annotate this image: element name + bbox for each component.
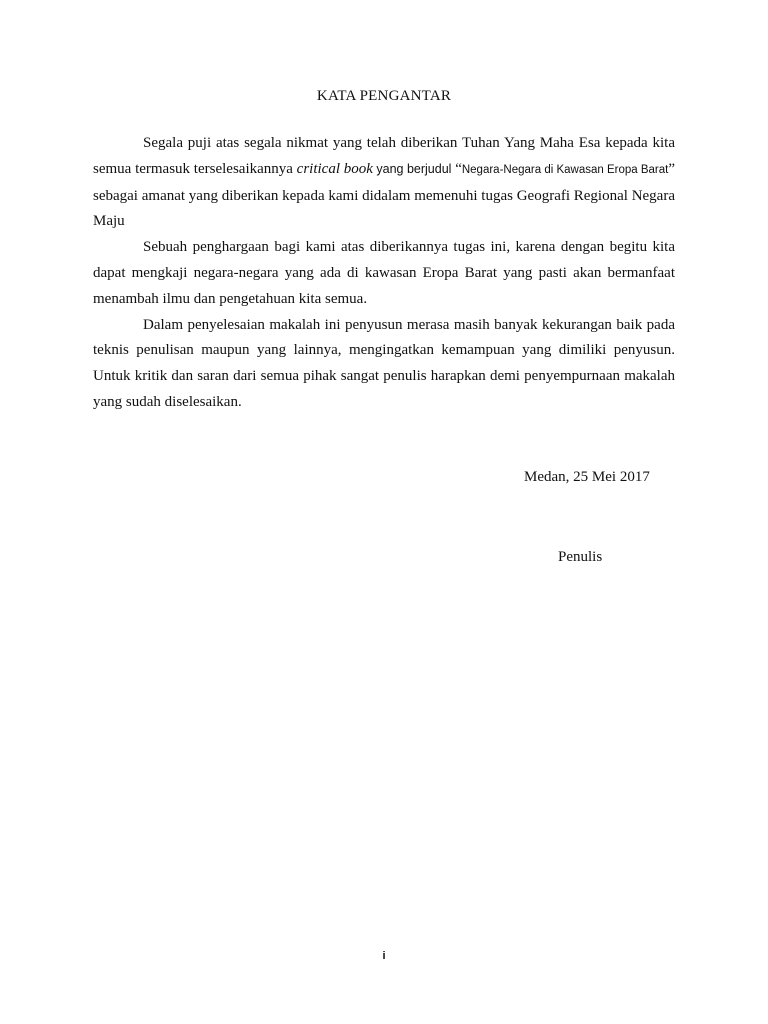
paragraph-1-text-3: ” sebagai amanat yang diberikan kepada kami didalam memenuhi tugas Geografi Regional Negara Maju — [93, 160, 676, 230]
paragraph-1-text: Segala puji atas segala nikmat yang telah diberikan Tuhan Yang Maha Esa kepada kita semua termasuk terselesaikannya — [93, 135, 675, 177]
paragraph-2: Sebuah penghargaan bagi kami atas diberikannya tugas ini, karena dengan begitu kita dapat mengkaji negara-negara yang ada di kawasan Eropa Barat yang pasti akan bermanfaat menambah ilmu dan pengetahuan kita semua. — [93, 239, 675, 307]
page-title: KATA PENGANTAR — [316, 88, 452, 104]
paragraph-1-text-2: yang berjudul — [372, 161, 452, 176]
paragraph-3: Dalam penyelesaian makalah ini penyusun merasa masih banyak kekurangan baik pada teknis penulisan maupun yang lainnya, mengingatkan kemampuan yang dimiliki penyusun. Untuk kritik dan saran dari semua pihak sangat penulis harapkan demi penyempurnaan makalah yang sudah diselesaikan. — [93, 316, 675, 410]
quote-open: “ — [451, 160, 462, 177]
body-text — [93, 131, 675, 416]
paragraph-1 — [93, 131, 675, 235]
place-date: Medan, 25 Mei 2017 — [524, 469, 650, 485]
page-number: i — [382, 950, 386, 962]
author-signature: Penulis — [558, 549, 603, 565]
book-title: Negara-Negara di Kawasan Eropa Barat — [461, 163, 669, 176]
paragraph-1-italic: critical book — [296, 160, 373, 177]
